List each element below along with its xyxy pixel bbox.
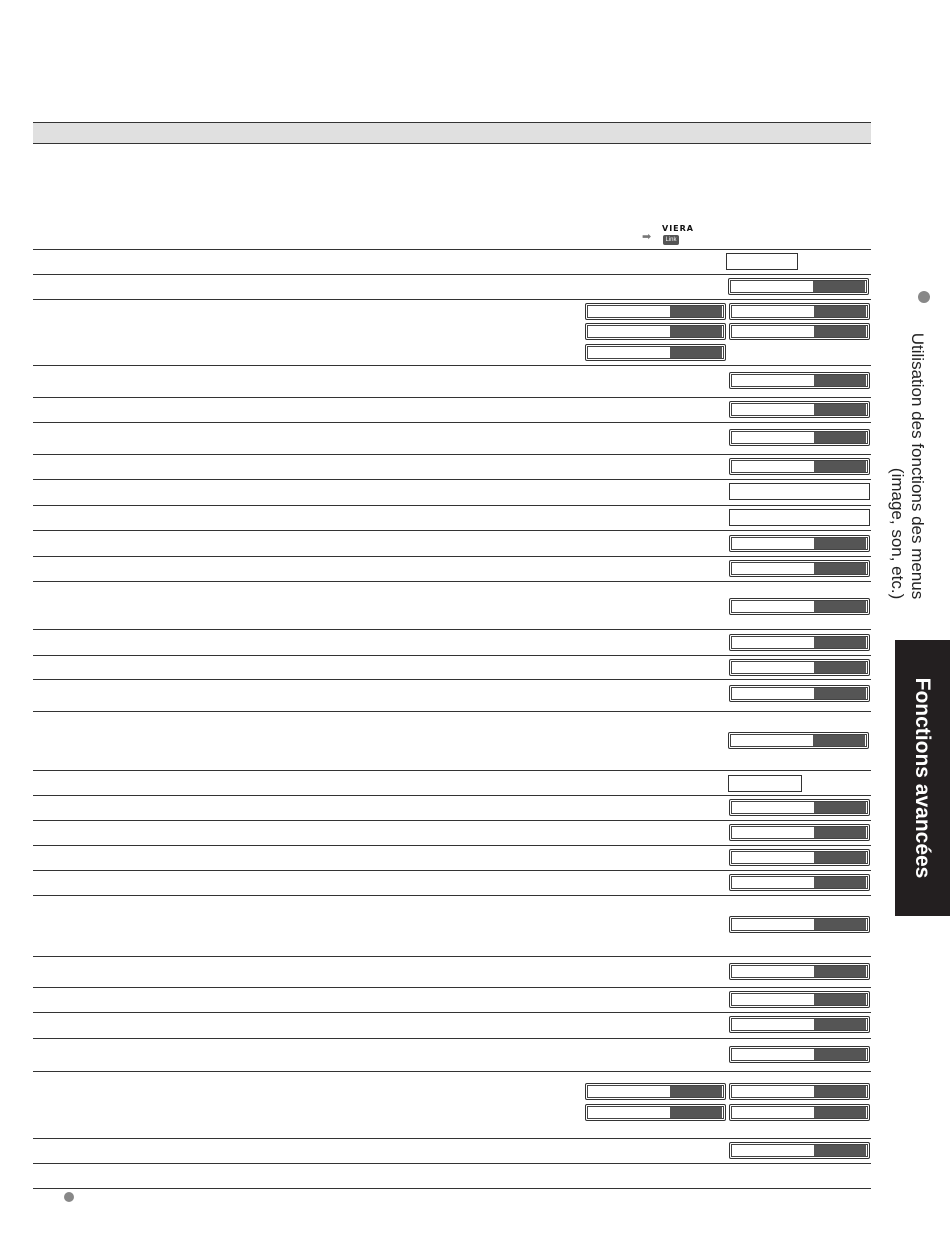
setting-indicator (585, 1104, 726, 1121)
table-row-divider (33, 505, 871, 506)
table-row-divider (33, 479, 871, 480)
table-row-divider (33, 987, 871, 988)
setting-box-empty (728, 775, 802, 792)
table-row-divider (33, 365, 871, 366)
setting-box-empty (729, 483, 870, 500)
setting-indicator (729, 849, 870, 866)
setting-indicator (585, 323, 726, 340)
setting-indicator (729, 458, 870, 475)
table-row-divider (33, 1038, 871, 1039)
section-subtitle-line2: (image, son, etc.) (888, 467, 907, 600)
setting-indicator (585, 344, 726, 361)
table-row-divider (33, 1138, 871, 1139)
table-row-divider (33, 1163, 871, 1164)
table-row-divider (33, 629, 871, 630)
setting-indicator (729, 1046, 870, 1063)
setting-indicator (729, 372, 870, 389)
section-subtitle-line1: Utilisation des fonctions des menus (908, 332, 927, 600)
setting-indicator (729, 1016, 870, 1033)
bullet-icon (64, 1192, 74, 1202)
setting-indicator (729, 659, 870, 676)
setting-indicator (729, 874, 870, 891)
table-row-divider (33, 956, 871, 957)
table-row-divider (33, 845, 871, 846)
setting-indicator (729, 323, 870, 340)
setting-box-empty (729, 509, 870, 526)
setting-indicator (729, 401, 870, 418)
table-row-divider (33, 870, 871, 871)
table-row-divider (33, 895, 871, 896)
table-row-divider (33, 679, 871, 680)
link-badge: Link (663, 235, 679, 245)
setting-indicator (729, 303, 870, 320)
section-tab-title: Fonctions avancées (911, 677, 934, 879)
table-row-divider (33, 397, 871, 398)
table-row-divider (33, 655, 871, 656)
setting-indicator (729, 799, 870, 816)
setting-indicator (729, 824, 870, 841)
table-row-divider (33, 1071, 871, 1072)
table-row-divider (33, 820, 871, 821)
table-row-divider (33, 795, 871, 796)
setting-box-empty (726, 253, 798, 270)
table-row-divider (33, 1012, 871, 1013)
setting-indicator (728, 732, 869, 749)
table-header-band (33, 122, 871, 144)
setting-indicator (729, 963, 870, 980)
bullet-icon (918, 291, 930, 303)
table-row-divider (33, 249, 871, 250)
table-row-divider (33, 770, 871, 771)
table-row-divider (33, 1188, 871, 1189)
setting-indicator (585, 303, 726, 320)
table-row-divider (33, 711, 871, 712)
setting-indicator (729, 1104, 870, 1121)
table-row-divider (33, 274, 871, 275)
setting-indicator (729, 916, 870, 933)
table-row-divider (33, 556, 871, 557)
setting-indicator (729, 560, 870, 577)
table-row-divider (33, 530, 871, 531)
setting-indicator (729, 1142, 870, 1159)
viera-logo: VIERA (662, 224, 694, 233)
setting-indicator (729, 634, 870, 651)
table-row-divider (33, 422, 871, 423)
viera-link-indicator (642, 224, 698, 248)
setting-indicator (729, 685, 870, 702)
setting-indicator (728, 278, 869, 295)
table-row-divider (33, 299, 871, 300)
setting-indicator (585, 1083, 726, 1100)
table-row-divider (33, 581, 871, 582)
setting-indicator (729, 598, 870, 615)
table-row-divider (33, 454, 871, 455)
setting-indicator (729, 535, 870, 552)
setting-indicator (729, 429, 870, 446)
section-subtitle (887, 333, 927, 599)
setting-indicator (729, 991, 870, 1008)
setting-indicator (729, 1083, 870, 1100)
arrow-right-icon: ➡ (642, 231, 652, 243)
